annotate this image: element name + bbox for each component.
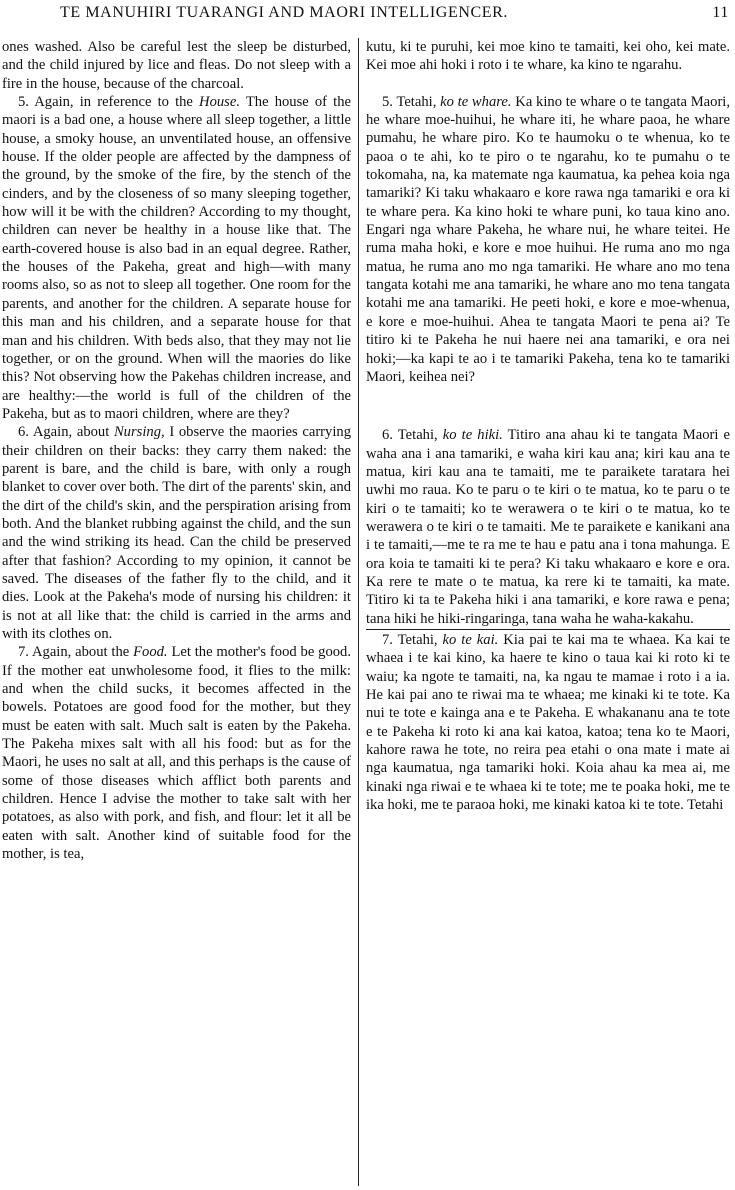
running-header [0,2,735,24]
section-number: 5. Again, in reference to the [18,94,200,111]
english-section-6 [2,423,351,643]
section-topic: Nursing, [113,424,165,441]
english-section-5 [2,93,351,423]
section-number: 7. Tetahi, [382,631,443,648]
maori-column [366,38,730,1184]
column-divider [358,38,359,1186]
section-number: 5. Tetahi, [382,93,441,110]
maori-intro-paragraph: kutu, ki te puruhi, kei moe kino te tamaiti, kei oho, kei mate. Kei moe ahi hoki i roto i te whare, ka kino te ngarahu. [366,39,730,74]
english-section-7 [2,643,351,863]
section-topic: ko te hiki. [442,427,503,444]
page-number: 11 [712,4,729,21]
section-topic: ko te whare. [440,93,512,110]
section-topic: ko te kai. [442,631,499,648]
section-topic: Food. [133,644,168,661]
section-number: 7. Again, about the [18,644,134,661]
section-body: Ka kino te whare o te tangata Maori, he whare moe-huihui, he whare iti, he whare paoa, he whare pumahu, he whare piro. Ko te haumoku o te whenua, ko te paoa o te ahi, ko te piro o te ngarahu, ko te pumahu o te tokomaha, na, ka matemate nga kaumatua, ka pehea koia nga tamariki? Ki taku whakaaro e kore rawa nga tamariki e ora ki te whare pera. Ka kino hoki te whare puni, ko taua kino ano. Engari nga whare Pakeha, he whare nui, he whare teitei. He ruma maha hoki, e kore e moe huihui. He ruma ano mo nga matua, he ruma ano mo nga tamariki. He whare ano mo tena tangata kotahi me ana tamariki, he whare ano mo tena tangata kotahi me ana tamariki. He peeti hoki, e kore e moe-whenua, e kore e moe-huihui. Ahea te tangata Maori te pena ai? Te titiro ki te Pakeha he nui haere nei ana tamariki, e ora nei hoki;—ka kapi te ao i te tamariki Pakeha, tena ko te tamariki Maori, keihea nei? [366,93,730,385]
english-column [2,38,351,1184]
section-number: 6. Again, about [18,424,114,441]
english-intro-paragraph: ones washed. Also be careful lest the sleep be disturbed, and the child injured by lice and fleas. Do not sleep with a fire in the house, because of the charcoal. [2,39,351,92]
section-body: I observe the maories carrying their children on their backs: they carry them naked: the parent is bare, and the child is bare, with only a rough blanket to cover over both. The dirt of the parents' skin, and the dirt of the child's skin, and the perspiration arising from both. And the blanket rubbing against the child, and the sun and the wind striking its head. Can the child be preserved after that fashion? According to my opinion, it cannot be saved. The diseases of the father fly to the child, and it dies. Look at the Pakeha's mode of nursing his children: it is not at all like that: the child is carried in the arms and with its clothes on. [2,424,351,642]
section-body: The house of the maori is a bad one, a house where all sleep together, a little house, a smoky house, an unventilated house, an offensive house. If the older people are affected by the dampness of the ground, by the smoke of the fire, by the stench of the cinders, and by the closeness of so many sleeping together, how will it be with the children? According to my thought, children can never be healthy in a house like that. The earth-covered house is also bad in an equal degree. Rather, the houses of the Pakeha, great and high—with many rooms also, so as not to sleep all together. One room for the parents, and another for the children. A separate house for this man and his children, and a separate house for that man and his children. With beds also, that they may not lie together, or on the ground. When will the maories do like this? Not observing how the Pakehas children increase, and are healthy:—the world is full of the children of the Pakeha, but as to maori children, where are they? [2,94,351,422]
section-body: Let the mother's food be good. If the mother eat unwholesome food, it flies to the milk: and when the child sucks, it becomes affected in the bowels. Potatoes are good food for the mother, but they must be eaten with salt. Much salt is eaten by the Pakeha. The Pakeha mixes salt with all his food: but as for the Maori, he uses no salt at all, and this perhaps is the cause of some of those diseases which afflict both parents and children. Hence I advise the mother to take salt with her potatoes, as also with pork, and fish, and flour: let it all be eaten with salt. Another kind of suitable food for the mother, is tea, [2,644,351,863]
maori-section-6 [366,426,730,628]
section-topic: House. [199,94,240,111]
section-body: Titiro ana ahau ki te tangata Maori e waha ana i ana tamariki, e waha kiri kau ana; kiri kau ana te matua, kiri kau ana te tamaiti, me te paraikete taratara hei uwhi mo raua. Ko te paru o te kiri o te matua, ko te paru o te kiri o te tamaiti; ko te werawera o te kiri o te matua, ko te werawera o te kiri o te tamaiti. Me te paraikete e kanikani ana i te tamaiti,—me te ra me te hau e patu ana i tona mahunga. E ora koia te tamaiti ki te pera? Ki taku whakaaro e kore e ora. Ka rere te mate o te matua, ka rere ki te tamaiti, ka mate. Titiro ki ta te Pakeha hiki i ana tamariki, e kore rawa e pena; tana hiki he hiki-ringaringa, tana waha he waha-kakahu. [366,427,730,627]
newspaper-title: TE MANUHIRI TUARANGI AND MAORI INTELLIGENCER. [60,4,508,21]
section-number: 6. Tetahi, [382,427,443,444]
section-rule [366,629,730,630]
section-body: Kia pai te kai ma te whaea. Ka kai te whaea i te kai kino, ka haere te kino o taua kai ki roto ki te waiu; ka ngote te tamaiti, na, ka ngau te mamae i roto i a ia. He kai pai ano te riwai ma te whaea; me kinaki ki te tote. Ka nui te tote e kainga ana e te Pakeha. E whakananu ana te tote e te Pakeha ki roto ki ana kai katoa, katoa; tena ko te Maori, kahore rawa he tote, no reira pea etahi o ona mate i mate ai nga kaumatua, nga tamariki hoki. Koia ahau ka mea ai, me kinaki nga riwai e te whaea ki te tote; me te poaka hoki, me te ika hoki, me te paraoa hoki, me kinaki katoa ki te tote. Tetahi [366,631,730,814]
maori-section-7 [366,631,730,814]
maori-section-5 [366,93,730,387]
